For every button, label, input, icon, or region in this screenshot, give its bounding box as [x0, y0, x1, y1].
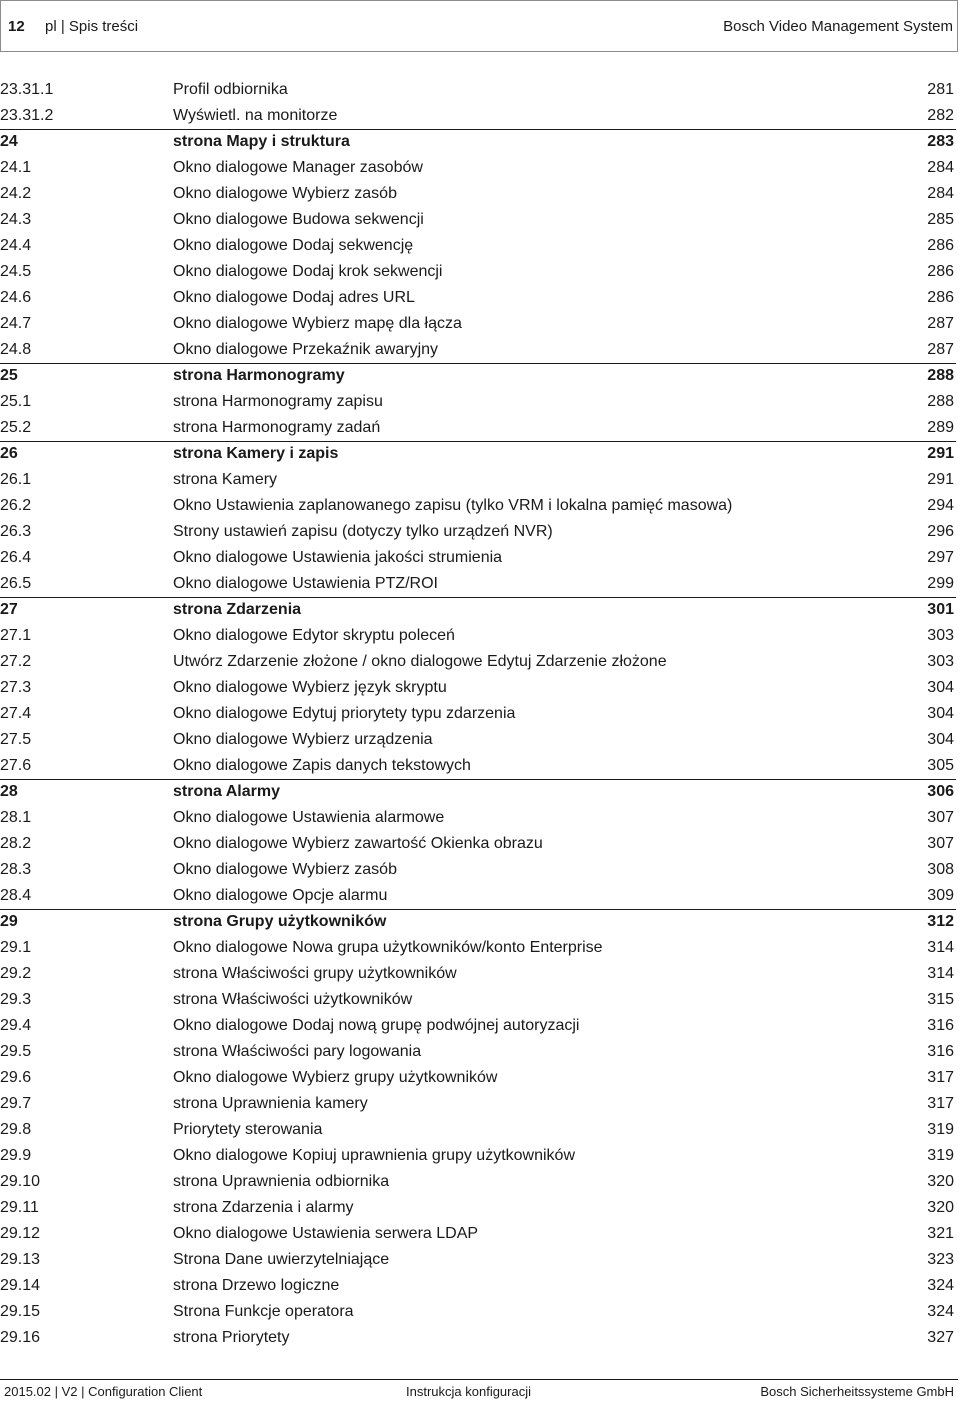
footer-version: 2015.02 | V2 | Configuration Client: [4, 1384, 203, 1399]
toc-entry-number: 29.9: [0, 1147, 32, 1164]
toc-entry-title: strona Właściwości grupy użytkowników: [173, 965, 457, 982]
toc-entry-number: 29: [0, 913, 18, 930]
page-number: 12: [8, 18, 25, 35]
toc-entry-row[interactable]: [0, 1066, 956, 1092]
toc-entry-row[interactable]: [0, 728, 956, 754]
toc-entry-title: strona Kamery i zapis: [173, 445, 339, 462]
toc-entry-page: 291: [927, 445, 954, 462]
toc-entry-number: 23.31.2: [0, 107, 54, 124]
toc-entry-number: 27.6: [0, 757, 32, 774]
toc-entry-row[interactable]: [0, 494, 956, 520]
toc-entry-title: strona Właściwości pary logowania: [173, 1043, 422, 1060]
toc-entry-number: 26: [0, 445, 18, 462]
toc-entry-row[interactable]: [0, 884, 956, 910]
toc-entry-row[interactable]: [0, 338, 956, 364]
toc-entry-title: Strona Dane uwierzytelniające: [173, 1251, 390, 1268]
toc-entry-row[interactable]: [0, 1248, 956, 1274]
toc-entry-row[interactable]: [0, 1222, 956, 1248]
table-of-contents: [0, 78, 956, 1352]
toc-entry-title: Okno dialogowe Ustawienia serwera LDAP: [173, 1225, 479, 1242]
toc-entry-row[interactable]: [0, 416, 956, 442]
toc-entry-number: 29.15: [0, 1303, 41, 1320]
toc-entry-page: 303: [927, 627, 954, 644]
toc-entry-number: 24.1: [0, 159, 32, 176]
toc-entry-number: 27.4: [0, 705, 32, 722]
toc-entry-page: 307: [927, 835, 954, 852]
toc-entry-row[interactable]: [0, 286, 956, 312]
toc-entry-number: 27.2: [0, 653, 32, 670]
toc-entry-title: Okno dialogowe Wybierz urządzenia: [173, 731, 433, 748]
toc-entry-title: strona Kamery: [173, 471, 278, 488]
toc-entry-number: 27.3: [0, 679, 32, 696]
toc-entry-row[interactable]: [0, 182, 956, 208]
toc-chapter-row[interactable]: [0, 364, 956, 390]
toc-entry-page: 319: [927, 1147, 954, 1164]
toc-entry-number: 24.3: [0, 211, 32, 228]
toc-entry-page: 319: [927, 1121, 954, 1138]
toc-entry-title: Okno dialogowe Dodaj sekwencję: [173, 237, 414, 254]
toc-chapter-row[interactable]: [0, 442, 956, 468]
toc-entry-title: Wyświetl. na monitorze: [173, 107, 338, 124]
toc-entry-title: Okno dialogowe Dodaj adres URL: [173, 289, 415, 306]
toc-entry-number: 26.5: [0, 575, 32, 592]
toc-entry-number: 29.1: [0, 939, 32, 956]
toc-entry-number: 24.7: [0, 315, 32, 332]
toc-entry-page: 282: [927, 107, 954, 124]
toc-entry-number: 26.2: [0, 497, 32, 514]
toc-entry-title: strona Uprawnienia odbiornika: [173, 1173, 390, 1190]
toc-entry-title: Okno dialogowe Ustawienia PTZ/ROI: [173, 575, 438, 592]
toc-entry-row[interactable]: [0, 1144, 956, 1170]
product-name: Bosch Video Management System: [723, 18, 953, 35]
toc-entry-title: strona Uprawnienia kamery: [173, 1095, 368, 1112]
toc-entry-title: Okno dialogowe Wybierz grupy użytkowników: [173, 1069, 498, 1086]
toc-entry-number: 24.8: [0, 341, 32, 358]
toc-entry-row[interactable]: [0, 104, 956, 130]
toc-entry-title: Okno dialogowe Budowa sekwencji: [173, 211, 424, 228]
toc-chapter-row[interactable]: [0, 910, 956, 936]
toc-entry-row[interactable]: [0, 1196, 956, 1222]
toc-entry-title: Okno dialogowe Zapis danych tekstowych: [173, 757, 471, 774]
toc-entry-row[interactable]: [0, 520, 956, 546]
toc-entry-page: 316: [927, 1017, 954, 1034]
toc-entry-page: 291: [927, 471, 954, 488]
toc-entry-row[interactable]: [0, 78, 956, 104]
toc-entry-row[interactable]: [0, 468, 956, 494]
toc-entry-page: 304: [927, 705, 954, 722]
toc-entry-page: 324: [927, 1277, 954, 1294]
toc-entry-number: 29.4: [0, 1017, 32, 1034]
toc-entry-number: 24: [0, 133, 18, 150]
toc-entry-title: strona Alarmy: [173, 783, 280, 800]
toc-entry-number: 28.4: [0, 887, 32, 904]
toc-entry-page: 287: [927, 341, 954, 358]
toc-entry-page: 284: [927, 159, 954, 176]
toc-entry-row[interactable]: [0, 624, 956, 650]
toc-entry-page: 286: [927, 263, 954, 280]
toc-entry-title: strona Właściwości użytkowników: [173, 991, 413, 1008]
toc-entry-number: 29.5: [0, 1043, 32, 1060]
toc-entry-title: Okno Ustawienia zaplanowanego zapisu (tylko VRM i lokalna pamięć masowa): [173, 497, 733, 514]
toc-entry-number: 29.3: [0, 991, 32, 1008]
footer-company: Bosch Sicherheitssysteme GmbH: [760, 1384, 954, 1399]
toc-entry-row[interactable]: [0, 312, 956, 338]
toc-entry-title: Strony ustawień zapisu (dotyczy tylko urządzeń NVR): [173, 523, 553, 540]
toc-entry-number: 25: [0, 367, 18, 384]
toc-entry-number: 28.1: [0, 809, 32, 826]
toc-entry-page: 288: [927, 367, 954, 384]
toc-entry-page: 288: [927, 393, 954, 410]
section-title: pl | Spis treści: [45, 18, 139, 35]
toc-entry-number: 28: [0, 783, 18, 800]
toc-entry-number: 29.2: [0, 965, 32, 982]
toc-entry-row[interactable]: [0, 156, 956, 182]
toc-entry-title: Okno dialogowe Wybierz język skryptu: [173, 679, 447, 696]
toc-entry-title: Strona Funkcje operatora: [173, 1303, 354, 1320]
toc-entry-page: 317: [927, 1069, 954, 1086]
toc-entry-number: 26.3: [0, 523, 32, 540]
toc-entry-number: 28.3: [0, 861, 32, 878]
toc-entry-title: Okno dialogowe Wybierz zawartość Okienka obrazu: [173, 835, 543, 852]
toc-entry-row[interactable]: [0, 1326, 956, 1352]
toc-entry-page: 299: [927, 575, 954, 592]
toc-entry-row[interactable]: [0, 832, 956, 858]
toc-entry-row[interactable]: [0, 936, 956, 962]
toc-entry-row[interactable]: [0, 260, 956, 286]
toc-chapter-row[interactable]: [0, 130, 956, 156]
toc-entry-title: Okno dialogowe Edytuj priorytety typu zdarzenia: [173, 705, 516, 722]
toc-entry-number: 29.11: [0, 1199, 39, 1216]
toc-entry-title: strona Mapy i struktura: [173, 133, 350, 150]
toc-entry-title: Okno dialogowe Wybierz mapę dla łącza: [173, 315, 462, 332]
toc-entry-page: 303: [927, 653, 954, 670]
toc-entry-page: 327: [927, 1329, 954, 1346]
toc-entry-row[interactable]: [0, 650, 956, 676]
toc-entry-number: 26.4: [0, 549, 32, 566]
toc-entry-number: 29.7: [0, 1095, 32, 1112]
toc-entry-title: Okno dialogowe Edytor skryptu poleceń: [173, 627, 455, 644]
toc-entry-title: Okno dialogowe Wybierz zasób: [173, 185, 397, 202]
toc-entry-page: 306: [927, 783, 954, 800]
toc-entry-page: 312: [927, 913, 954, 930]
footer-document-title: Instrukcja konfiguracji: [406, 1384, 531, 1399]
toc-entry-page: 283: [927, 133, 954, 150]
toc-entry-number: 27.1: [0, 627, 32, 644]
toc-entry-row[interactable]: [0, 1300, 956, 1326]
toc-entry-title: Okno dialogowe Wybierz zasób: [173, 861, 397, 878]
toc-entry-number: 29.6: [0, 1069, 32, 1086]
toc-entry-title: Priorytety sterowania: [173, 1121, 323, 1138]
toc-entry-title: Okno dialogowe Ustawienia jakości strumienia: [173, 549, 503, 566]
toc-entry-row[interactable]: [0, 1014, 956, 1040]
toc-entry-row[interactable]: [0, 1118, 956, 1144]
toc-entry-row[interactable]: [0, 1170, 956, 1196]
toc-entry-page: 297: [927, 549, 954, 566]
toc-entry-row[interactable]: [0, 702, 956, 728]
toc-entry-page: 281: [927, 81, 954, 98]
toc-entry-title: Okno dialogowe Kopiuj uprawnienia grupy użytkowników: [173, 1147, 576, 1164]
toc-entry-row[interactable]: [0, 1092, 956, 1118]
toc-entry-page: 305: [927, 757, 954, 774]
toc-entry-title: Okno dialogowe Przekaźnik awaryjny: [173, 341, 439, 358]
toc-entry-row[interactable]: [0, 572, 956, 598]
toc-entry-title: Okno dialogowe Ustawienia alarmowe: [173, 809, 445, 826]
toc-entry-page: 316: [927, 1043, 954, 1060]
toc-entry-row[interactable]: [0, 234, 956, 260]
toc-entry-title: Profil odbiornika: [173, 81, 288, 98]
toc-entry-title: Utwórz Zdarzenie złożone / okno dialogowe Edytuj Zdarzenie złożone: [173, 653, 667, 670]
toc-entry-row[interactable]: [0, 858, 956, 884]
toc-entry-page: 307: [927, 809, 954, 826]
toc-entry-number: 26.1: [0, 471, 32, 488]
toc-entry-number: 29.12: [0, 1225, 41, 1242]
toc-entry-title: Okno dialogowe Dodaj krok sekwencji: [173, 263, 443, 280]
toc-entry-page: 314: [927, 965, 954, 982]
toc-entry-page: 296: [927, 523, 954, 540]
toc-entry-row[interactable]: [0, 1274, 956, 1300]
toc-entry-page: 286: [927, 237, 954, 254]
toc-entry-row[interactable]: [0, 754, 956, 780]
toc-entry-page: 309: [927, 887, 954, 904]
toc-entry-number: 29.13: [0, 1251, 41, 1268]
toc-entry-page: 308: [927, 861, 954, 878]
toc-entry-title: strona Zdarzenia: [173, 601, 302, 618]
page-header: [0, 0, 958, 52]
toc-entry-title: strona Harmonogramy zadań: [173, 419, 381, 436]
toc-entry-title: Okno dialogowe Dodaj nową grupę podwójnej autoryzacji: [173, 1017, 580, 1034]
toc-entry-page: 304: [927, 731, 954, 748]
toc-entry-row[interactable]: [0, 390, 956, 416]
toc-entry-page: 294: [927, 497, 954, 514]
toc-entry-number: 29.10: [0, 1173, 41, 1190]
toc-entry-page: 289: [927, 419, 954, 436]
toc-entry-number: 24.2: [0, 185, 32, 202]
toc-entry-title: Okno dialogowe Nowa grupa użytkowników/konto Enterprise: [173, 939, 603, 956]
toc-entry-page: 320: [927, 1199, 954, 1216]
toc-entry-page: 324: [927, 1303, 954, 1320]
toc-entry-row[interactable]: [0, 546, 956, 572]
toc-entry-page: 323: [927, 1251, 954, 1268]
toc-entry-title: strona Harmonogramy zapisu: [173, 393, 383, 410]
toc-entry-page: 321: [927, 1225, 954, 1242]
toc-entry-page: 301: [927, 601, 954, 618]
toc-entry-row[interactable]: [0, 806, 956, 832]
toc-entry-title: Okno dialogowe Opcje alarmu: [173, 887, 388, 904]
toc-entry-title: Okno dialogowe Manager zasobów: [173, 159, 423, 176]
toc-entry-number: 28.2: [0, 835, 32, 852]
toc-entry-page: 287: [927, 315, 954, 332]
page-footer: [0, 1379, 958, 1401]
toc-entry-row[interactable]: [0, 988, 956, 1014]
toc-entry-row[interactable]: [0, 1040, 956, 1066]
toc-entry-row[interactable]: [0, 962, 956, 988]
toc-entry-number: 24.6: [0, 289, 32, 306]
toc-entry-page: 315: [927, 991, 954, 1008]
toc-entry-number: 25.1: [0, 393, 32, 410]
toc-entry-number: 24.5: [0, 263, 32, 280]
toc-chapter-row[interactable]: [0, 598, 956, 624]
toc-chapter-row[interactable]: [0, 780, 956, 806]
toc-entry-row[interactable]: [0, 208, 956, 234]
toc-entry-page: 284: [927, 185, 954, 202]
toc-entry-page: 314: [927, 939, 954, 956]
toc-entry-number: 29.16: [0, 1329, 41, 1346]
toc-entry-row[interactable]: [0, 676, 956, 702]
toc-entry-title: strona Priorytety: [173, 1329, 290, 1346]
toc-entry-title: strona Drzewo logiczne: [173, 1277, 340, 1294]
toc-entry-page: 320: [927, 1173, 954, 1190]
toc-entry-page: 317: [927, 1095, 954, 1112]
toc-entry-number: 27.5: [0, 731, 32, 748]
toc-entry-number: 29.14: [0, 1277, 41, 1294]
toc-entry-number: 24.4: [0, 237, 32, 254]
toc-entry-number: 27: [0, 601, 18, 618]
toc-entry-number: 29.8: [0, 1121, 32, 1138]
toc-entry-number: 23.31.1: [0, 81, 54, 98]
toc-entry-title: strona Harmonogramy: [173, 367, 345, 384]
toc-entry-title: strona Zdarzenia i alarmy: [173, 1199, 354, 1216]
toc-entry-page: 286: [927, 289, 954, 306]
toc-entry-title: strona Grupy użytkowników: [173, 913, 387, 930]
toc-entry-page: 304: [927, 679, 954, 696]
toc-entry-number: 25.2: [0, 419, 32, 436]
toc-entry-page: 285: [927, 211, 954, 228]
